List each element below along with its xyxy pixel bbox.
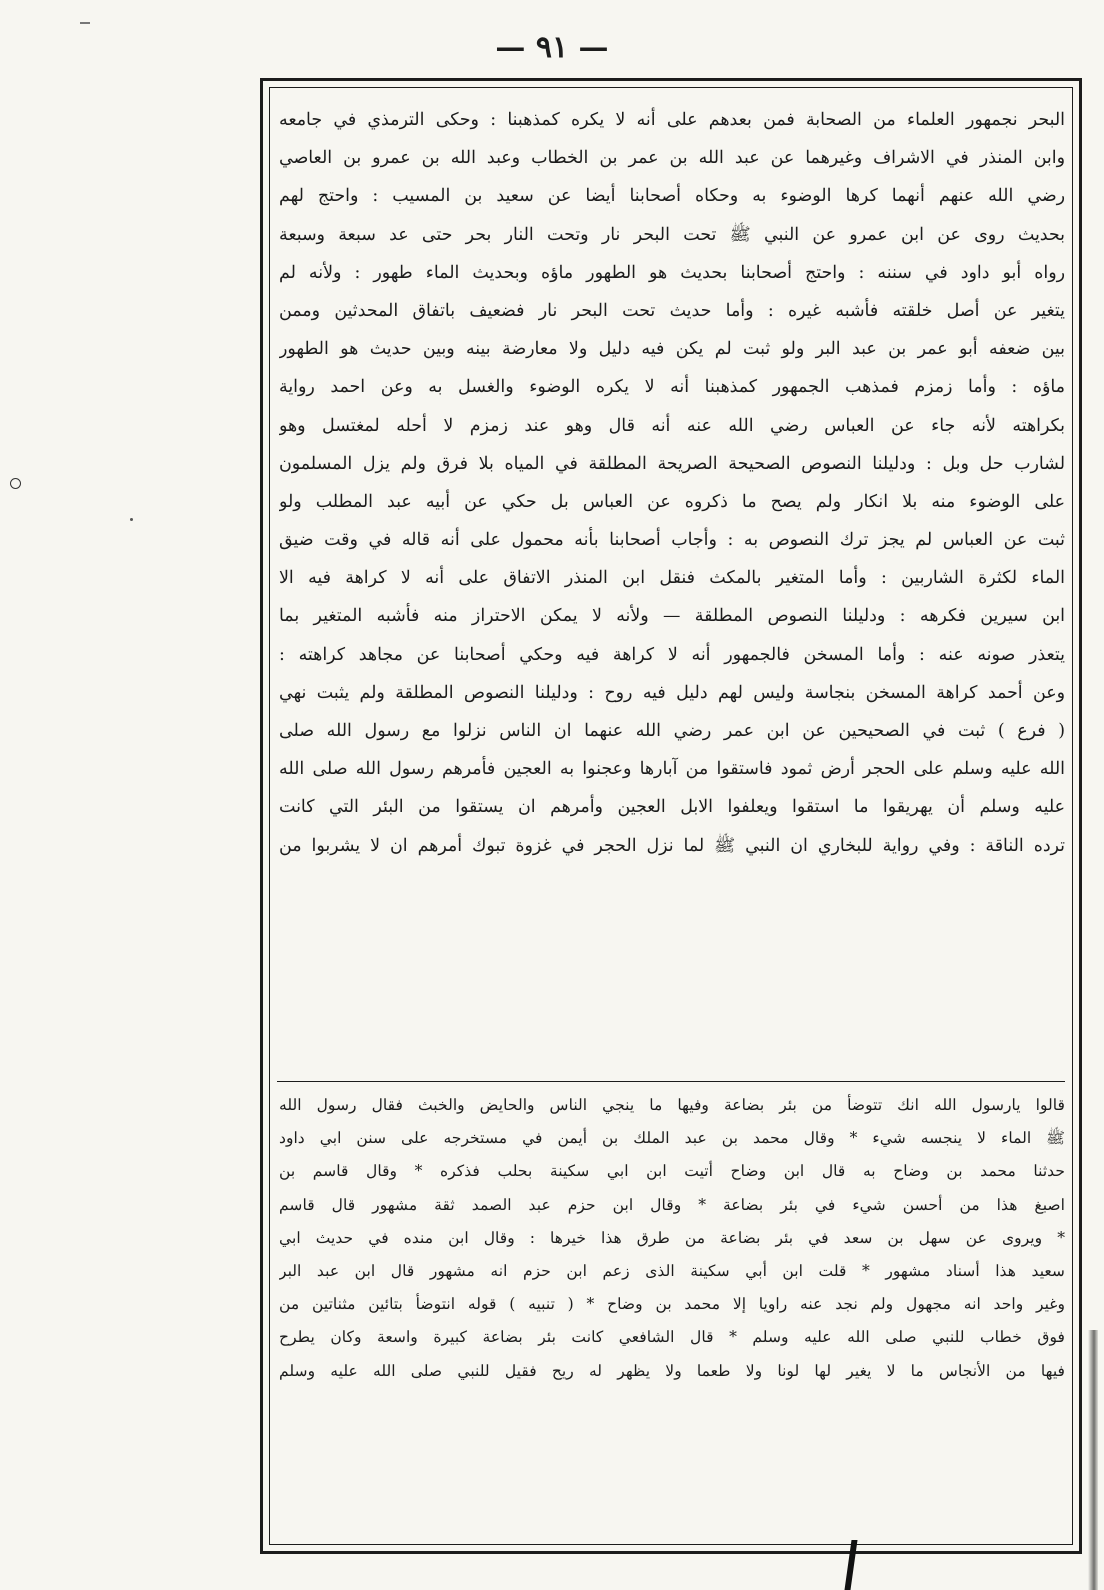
footnote-line: قالوا يارسول الله انك تتوضأ من بئر بضاعة وفيها ما ينجي الناس والحايض والخبث فقال رسول الله	[279, 1096, 1065, 1114]
footnote-line: فيها من الأنجاس ما لا يغير لها لونا ولا طعما ولا يظهر له ريح فقيل للنبي صلى الله عليه وسلم	[279, 1361, 1065, 1380]
footnote-line: * ويروى عن سهل بن سعد في بئر بضاعة من طرق هذا خيرها : وقال ابن منده في حديث ابي	[279, 1228, 1065, 1247]
main-line: ثبت عن العباس لم يجز ترك النصوص به : وأجاب أصحابنا بأنه محمول على أنه قاله في وقت ضيق	[279, 530, 1065, 551]
main-line: البحر نجمهور العلماء من الصحابة فمن بعدهم على أنه لا يكره كمذهبنا : وحكى الترمذي في جامعه	[279, 110, 1065, 130]
main-line: يتغير عن أصل خلقته فأشبه غيره : وأما حديث تحت البحر نار فضعيف باتفاق المحدثين وممن	[279, 300, 1065, 321]
margin-mark-circle	[10, 478, 21, 489]
main-line: وعن أحمد كراهة المسخن بنجاسة وليس لهم دليل فيه روح : ودليلنا النصوص المطلقة ولم يثبت نهي	[279, 682, 1065, 703]
main-line: رواه أبو داود في سننه : واحتج أصحابنا بحديث هو الطهور ماؤه وبحديث الماء طهور : ولأنه لم	[279, 262, 1065, 283]
main-line: الله عليه وسلم على الحجر أرض ثمود فاستقوا من آبارها وعجنوا به العجين فأمرهم رسول الله صلى الله	[279, 759, 1065, 780]
footnote-line: فوق خطاب للنبي صلى الله عليه وسلم * قال الشافعي كانت بئر بضاعة كبيرة واسعة وكان يطرح	[279, 1328, 1065, 1347]
main-line: يتعذر صونه عنه : وأما المسخن فالجمهور أنه لا كراهة فيه وحكي أصحابنا عن مجاهد كراهته :	[279, 644, 1065, 665]
main-line: بحديث روى عن ابن عمرو عن النبي ﷺ تحت البحر نار وتحت النار بحر حتى عد سبعة وسبعة	[279, 224, 1065, 245]
main-line: ابن سيرين فكرهه : ودليلنا النصوص المطلقة — ولأنه لا يمكن الاحتراز منه فأشبه المتغير بما	[279, 606, 1065, 627]
footnote-line: اصبغ هذا من أحسن شيء في بئر بضاعة * وقال ابن حزم عبد الصمد ثقة مشهور قال قاسم	[279, 1195, 1065, 1214]
footnote-line: سعيد هذا أسناد مشهور * قلت ابن أبي سكينة الذى زعم ابن حزم انه مشهور قال ابن عبد البر	[279, 1261, 1065, 1280]
main-line: ماؤه : وأما زمزم فمذهب الجمهور كمذهبنا أنه لا يكره الوضوء والغسل به وعن احمد رواية	[279, 377, 1065, 398]
main-line: ( فرع ) ثبت في الصحيحين عن ابن عمر رضي الله عنهما ان الناس نزلوا مع رسول الله صلى	[279, 721, 1065, 741]
main-line: وابن المنذر في الاشراف وغيرهما عن عبد الله بن عمر بن الخطاب وعبد الله بن عمرو بن العاصي	[279, 148, 1065, 169]
footnote-line: ﷺ الماء لا ينجسه شيء * وقال محمد بن عبد الملك بن أيمن في مستخرجه على سنن ابي داود	[279, 1129, 1065, 1148]
main-line: ترده الناقة : وفي رواية للبخاري ان النبي ﷺ لما نزل الحجر في غزوة تبوك أمرهم ان لا يشربوا من	[279, 835, 1065, 856]
main-line: بين ضعفه أبو عمر بن عبد البر ولو ثبت لم يكن فيه دليل ولا معارضة بينه وبين حديث هو الطهور	[279, 339, 1065, 360]
binding-shadow	[1088, 1330, 1098, 1590]
margin-mark-dash	[80, 22, 90, 24]
main-text	[279, 101, 1065, 865]
main-line: رضي الله عنهم أنهما كرها الوضوء به وحكاه أصحابنا أيضا عن سعيد بن المسيب : واحتج لهم	[279, 186, 1065, 207]
main-line: لشارب حل وبل : ودليلنا النصوص الصحيحة الصريحة المطلقة في المياه بلا فرق ولم يزل المسلمون	[279, 453, 1065, 474]
page-number: — ٩١ —	[495, 30, 609, 65]
footnote-rule	[277, 1081, 1065, 1082]
footnote-line: وغير واحد انه مجهول ولم نجد عنه راويا إلا محمد بن وضاح * ( تنبيه ) قوله انتوضأ بتائين مثناتين من	[279, 1295, 1065, 1314]
margin-mark-dot	[130, 518, 133, 521]
main-line: الماء لكثرة الشاربين : وأما المتغير بالمكث فنقل ابن المنذر الاتفاق على أنه لا كراهة فيه الا	[279, 568, 1065, 589]
footnote-text	[279, 1089, 1065, 1388]
footnote-line: حدثنا محمد بن وضاح به قال ابن وضاح أتيت ابن ابي سكينة بحلب فذكره * وقال قاسم بن	[279, 1162, 1065, 1181]
main-line: بكراهته لأنه جاء عن العباس رضي الله عنه أنه قال وهو عند زمزم لا أحله لمغتسل وهو	[279, 415, 1065, 436]
text-frame	[260, 78, 1082, 1554]
main-line: عليه وسلم أن يهريقوا ما استقوا ويعلفوا الابل العجين وأمرهم ان يستقوا من البئر التي كانت	[279, 797, 1065, 818]
main-line: على الوضوء منه بلا انكار ولم يصح ما ذكروه عن العباس بل حكي عن أبيه عبد المطلب ولو	[279, 491, 1065, 512]
